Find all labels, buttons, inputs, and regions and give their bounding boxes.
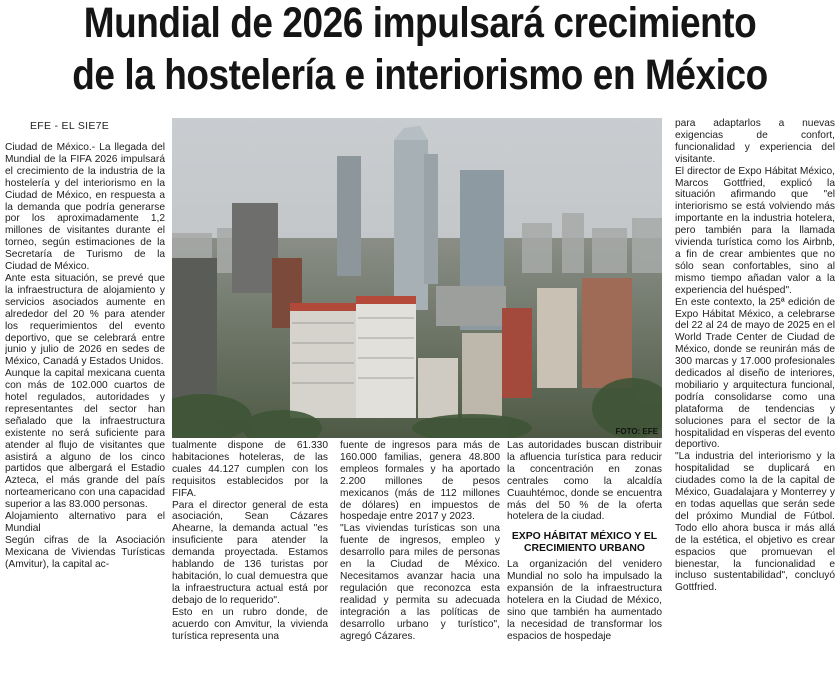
article-column-1: [5, 142, 165, 670]
paragraph: Según cifras de la Asociación Mexicana de Viviendas Turísticas (Amvitur), la capital ac-: [5, 534, 165, 570]
paragraph: "La industria del interiorismo y la hospitalidad se duplicará en ciudades como la de la capital de México, Guadalajara y Monterrey y en todas aquellas que serán sede del próximo Mundial de Fútbol. Todo ello ahora busca ir más allá de la estética, el objetivo es crear espacios que promuevan el bienestar, la funcionalidad e incluso sustentabilidad", concluyó Gottfried.: [675, 451, 835, 594]
section-heading: EXPO HÁBITAT MÉXICO Y EL CRECIMIENTO URBANO: [511, 531, 658, 555]
article-column-5: [675, 118, 835, 670]
paragraph: para adaptarlos a nuevas exigencias de confort, funcionalidad y experiencia del visitante.: [675, 118, 835, 165]
headline: [0, 2, 840, 97]
byline: EFE - EL SIE7E: [30, 120, 110, 132]
city-skyline-photo-icon: [172, 118, 662, 438]
article-column-3: [340, 440, 500, 670]
paragraph: Para el director general de esta asociación, Sean Cázares Ahearne, la demanda actual "es insuficiente para atender la demanda proyectada. Estamos hablando de 136 turistas por habitación, lo cual demuestra que la infraestructura actual está por debajo de lo requerido".: [172, 499, 328, 606]
paragraph: Ante esta situación, se prevé que la infraestructura de alojamiento y servicios asociados aumente en alrededor del 20 % para atender los requerimientos del evento deportivo, que se celebrará entre junio y julio de 2026 en sedes de México, Canadá y Estados Unidos.: [5, 272, 165, 368]
paragraph: tualmente dispone de 61.330 habitaciones hoteleras, de las cuales 44.127 cumplen con los requisitos establecidos por la FIFA.: [172, 440, 328, 499]
paragraph: Las autoridades buscan distribuir la afluencia turística para reducir la concentración en zonas centrales como la alcaldía Cuauhtémoc, donde se encuentra más del 50 % de la oferta hotelera de la ciudad.: [507, 440, 662, 523]
city-skyline-photo: [172, 118, 662, 438]
headline-line-2: de la hostelería e interiorismo en México: [72, 51, 768, 99]
paragraph: Ciudad de México.- La llegada del Mundial de la FIFA 2026 impulsará el crecimiento de la industria de la hostelería y del interiorismo en la Ciudad de México, en respuesta a la demanda que podría generarse por los aproximadamente 1,2 millones de visitantes durante el torneo, según estimaciones de la Secretaría de Turismo de la Ciudad de México.: [5, 142, 165, 273]
paragraph: Esto en un rubro donde, de acuerdo con Amvitur, la vivienda turística representa una: [172, 606, 328, 642]
paragraph: fuente de ingresos para más de 160.000 familias, genera 48.800 empleos formales y ha aportado 2.200 millones de pesos mexicanos (más de 112 millones de dólares) en impuestos de hospedaje entre 2017 y 2023.: [340, 440, 500, 523]
paragraph: La organización del venidero Mundial no solo ha impulsado la expansión de la infraestructura hotelera en la Ciudad de México, sino que también ha aumentado la necesidad de transformar los espacios de hospedaje: [507, 559, 662, 642]
article-column-2: [172, 440, 328, 670]
photo-credit: FOTO: EFE: [615, 427, 658, 436]
paragraph: El director de Expo Hábitat México, Marcos Gottfried, explicó la situación afirmando que "el interiorismo se está volviendo más importante en la industria hotelera, pero también para la llamada vivienda turística como los Airbnb, a fin de crear ambientes que no sólo sean confortables, sino al mismo tiempo añadan valor a la experiencia del huésped".: [675, 165, 835, 296]
paragraph: "Las viviendas turísticas son una fuente de ingresos, empleo y desarrollo para miles de personas en la Ciudad de México. Necesitamos avanzar hacia una regulación que reconozca esta realidad y permita su adecuada integración a las políticas de desarrollo urbano y turístico", agregó Cázares.: [340, 523, 500, 642]
paragraph: En este contexto, la 25ª edición de Expo Hábitat México, a celebrarse del 22 al 24 de mayo de 2025 en el World Trade Center de Ciudad de México, donde se reunirán más de 300 marcas y 17.000 profesionales dedicados al diseño de interiores, mobiliario y arquitectura funcional, podría consolidarse como una plataforma de tendencias y soluciones para el sector de la hospitalidad en vísperas del evento deportivo.: [675, 296, 835, 451]
paragraph: Aunque la capital mexicana cuenta con más de 102.000 cuartos de hotel regulados, autoridades y representantes del sector han señalado que la infraestructura existente no será suficiente para atender al flujo de visitantes que asistirá a alguno de los cinco partidos que albergará el Estadio Azteca, el más grande del país norteamericano con una capacidad superior a las 83.000 personas.: [5, 368, 165, 511]
headline-line-1: Mundial de 2026 impulsará crecimiento: [83, 0, 757, 47]
subheading: Alojamiento alternativo para el Mundial: [5, 511, 165, 534]
article-column-4: [507, 440, 662, 670]
